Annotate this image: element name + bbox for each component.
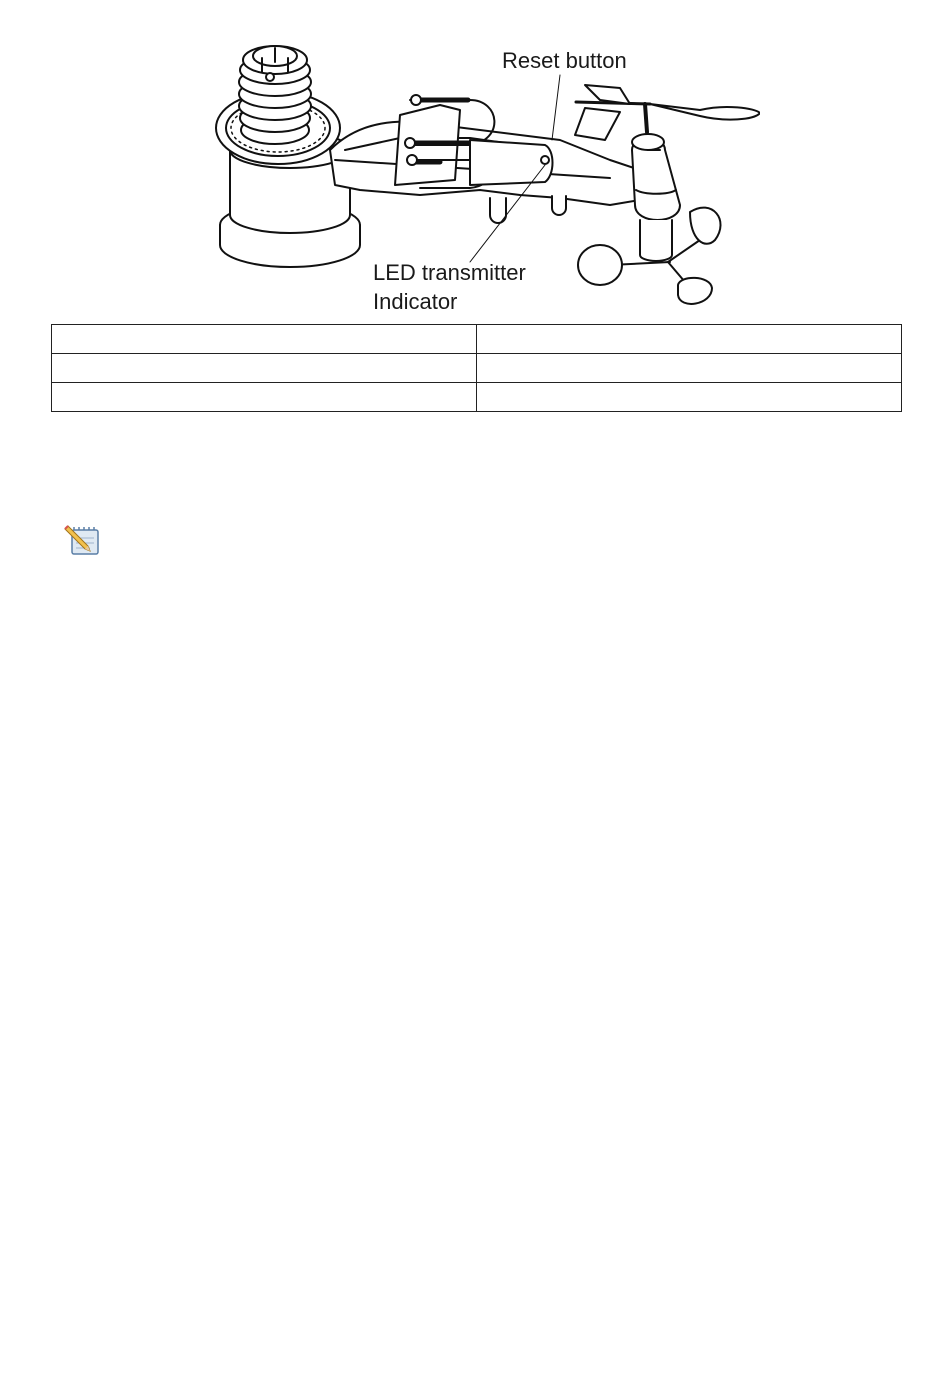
table-cell (52, 325, 477, 354)
anemometer-column (632, 134, 680, 261)
table-cell (477, 325, 902, 354)
table-cell (52, 383, 477, 412)
reset-button-label: Reset button (502, 48, 627, 73)
radiation-shield-stack (239, 46, 311, 144)
table-cell (477, 383, 902, 412)
table-row (52, 383, 902, 412)
notepad-pencil-icon (64, 524, 104, 556)
led-indicator-label-line2: Indicator (373, 289, 458, 314)
electronics-panel (470, 140, 553, 185)
led-indicator-label-line1: LED transmitter (373, 260, 526, 285)
table-row (52, 354, 902, 383)
table-row (52, 325, 902, 354)
table-cell (477, 354, 902, 383)
wind-vane (575, 85, 760, 140)
info-table (51, 324, 902, 412)
table-cell (52, 354, 477, 383)
